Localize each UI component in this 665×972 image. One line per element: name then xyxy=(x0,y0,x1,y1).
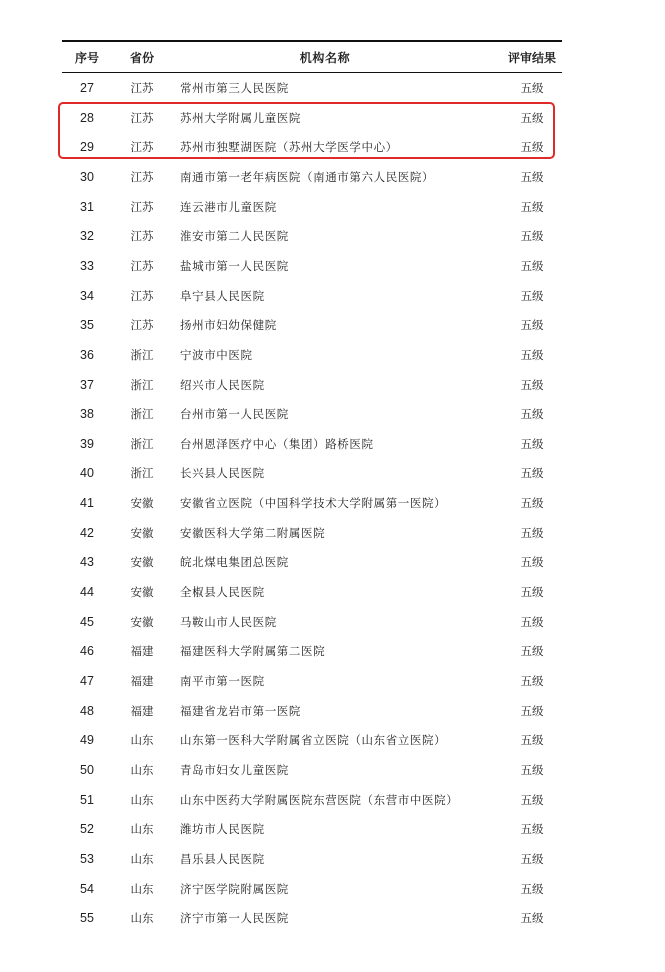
row-result: 五级 xyxy=(520,436,544,451)
row-province: 山东 xyxy=(130,733,154,748)
row-result: 五级 xyxy=(520,288,544,303)
row-no: 30 xyxy=(80,169,94,184)
row-name: 皖北煤电集团总医院 xyxy=(180,555,289,570)
table-row xyxy=(62,488,562,518)
header-result: 评审结果 xyxy=(507,50,556,65)
row-no: 51 xyxy=(80,792,94,807)
row-province: 江苏 xyxy=(130,81,154,95)
row-province: 江苏 xyxy=(130,140,154,155)
row-province: 山东 xyxy=(130,792,154,807)
row-province: 安徽 xyxy=(130,585,154,600)
row-result: 五级 xyxy=(520,614,544,629)
table-row xyxy=(62,429,562,459)
row-result: 五级 xyxy=(520,703,544,718)
row-name: 济宁医学院附属医院 xyxy=(180,881,289,896)
row-result: 五级 xyxy=(520,585,544,600)
row-province: 浙江 xyxy=(130,377,154,392)
row-result: 五级 xyxy=(520,822,544,837)
row-result: 五级 xyxy=(520,525,544,540)
row-result: 五级 xyxy=(520,347,544,362)
table-row xyxy=(62,844,562,874)
row-name: 青岛市妇女儿童医院 xyxy=(180,762,289,777)
row-result: 五级 xyxy=(520,169,544,184)
row-name: 南平市第一医院 xyxy=(180,674,265,688)
row-result: 五级 xyxy=(520,81,544,95)
row-no: 35 xyxy=(80,318,94,333)
row-province: 江苏 xyxy=(130,110,154,125)
table-row xyxy=(62,785,562,815)
row-result: 五级 xyxy=(520,407,544,422)
row-result: 五级 xyxy=(520,258,544,273)
row-no: 36 xyxy=(80,347,94,362)
row-province: 山东 xyxy=(130,851,154,866)
row-province: 浙江 xyxy=(130,407,154,422)
table-row xyxy=(62,547,562,577)
row-result: 五级 xyxy=(520,881,544,896)
row-result: 五级 xyxy=(520,377,544,392)
table-row xyxy=(62,251,562,281)
table-row xyxy=(62,310,562,340)
table-row xyxy=(62,814,562,844)
row-province: 江苏 xyxy=(130,199,154,214)
row-province: 浙江 xyxy=(130,466,154,481)
row-result: 五级 xyxy=(520,110,544,125)
table-row xyxy=(62,399,562,429)
table-row xyxy=(62,636,562,666)
table-row xyxy=(62,903,562,933)
header-name: 机构名称 xyxy=(299,50,351,65)
table-row xyxy=(62,725,562,755)
row-province: 江苏 xyxy=(130,169,154,184)
row-province: 山东 xyxy=(130,762,154,777)
row-name: 淮安市第二人民医院 xyxy=(180,229,289,244)
row-result: 五级 xyxy=(520,466,544,481)
row-no: 31 xyxy=(80,199,94,214)
row-no: 33 xyxy=(80,258,94,273)
row-no: 41 xyxy=(80,496,94,511)
row-name: 济宁市第一人民医院 xyxy=(180,911,289,926)
row-no: 53 xyxy=(80,851,94,866)
row-name: 山东中医药大学附属医院东营医院（东营市中医院） xyxy=(180,792,459,807)
table-row xyxy=(62,340,562,370)
table-header xyxy=(62,42,562,72)
row-province: 山东 xyxy=(130,881,154,896)
table-row xyxy=(62,370,562,400)
row-province: 安徽 xyxy=(130,496,154,511)
row-name: 常州市第三人民医院 xyxy=(180,81,289,95)
row-no: 54 xyxy=(80,881,94,896)
row-result: 五级 xyxy=(520,199,544,214)
row-no: 49 xyxy=(80,733,94,748)
row-name: 盐城市第一人民医院 xyxy=(180,258,289,273)
row-name: 苏州市独墅湖医院（苏州大学医学中心） xyxy=(180,140,398,155)
row-name: 台州市第一人民医院 xyxy=(180,407,289,422)
row-no: 42 xyxy=(80,525,94,540)
row-result: 五级 xyxy=(520,911,544,926)
row-no: 44 xyxy=(80,585,94,600)
table-row xyxy=(62,696,562,726)
table-row xyxy=(62,162,562,192)
row-province: 安徽 xyxy=(130,555,154,570)
row-name: 扬州市妇幼保健院 xyxy=(180,318,277,333)
row-name: 连云港市儿童医院 xyxy=(180,199,277,214)
row-name: 福建省龙岩市第一医院 xyxy=(180,703,301,718)
row-no: 28 xyxy=(80,110,94,125)
row-result: 五级 xyxy=(520,555,544,570)
row-province: 江苏 xyxy=(130,258,154,273)
table-row xyxy=(62,221,562,251)
highlight-box xyxy=(58,102,555,159)
row-name: 绍兴市人民医院 xyxy=(180,377,265,392)
row-no: 34 xyxy=(80,288,94,303)
table-row xyxy=(62,73,562,103)
table-row xyxy=(62,192,562,222)
row-province: 福建 xyxy=(130,703,154,718)
row-no: 39 xyxy=(80,436,94,451)
row-name: 全椒县人民医院 xyxy=(180,585,265,600)
header-no: 序号 xyxy=(74,50,99,65)
row-province: 山东 xyxy=(130,822,154,837)
row-province: 江苏 xyxy=(130,229,154,244)
row-result: 五级 xyxy=(520,644,544,659)
row-result: 五级 xyxy=(520,229,544,244)
row-no: 43 xyxy=(80,555,94,570)
row-name: 潍坊市人民医院 xyxy=(180,822,265,837)
row-no: 48 xyxy=(80,703,94,718)
table-row xyxy=(62,518,562,548)
table-row xyxy=(62,281,562,311)
row-result: 五级 xyxy=(520,851,544,866)
row-result: 五级 xyxy=(520,140,544,155)
row-name: 苏州大学附属儿童医院 xyxy=(180,110,301,125)
row-province: 安徽 xyxy=(130,614,154,629)
row-no: 37 xyxy=(80,377,94,392)
row-result: 五级 xyxy=(520,496,544,511)
row-province: 安徽 xyxy=(130,525,154,540)
row-result: 五级 xyxy=(520,674,544,688)
row-name: 南通市第一老年病医院（南通市第六人民医院） xyxy=(180,169,435,184)
row-no: 50 xyxy=(80,762,94,777)
table-row xyxy=(62,458,562,488)
row-name: 马鞍山市人民医院 xyxy=(180,614,277,629)
row-province: 江苏 xyxy=(130,288,154,303)
row-no: 55 xyxy=(80,911,94,926)
row-result: 五级 xyxy=(520,318,544,333)
row-province: 江苏 xyxy=(130,318,154,333)
row-province: 福建 xyxy=(130,644,154,659)
row-result: 五级 xyxy=(520,762,544,777)
row-no: 47 xyxy=(80,674,94,688)
row-no: 52 xyxy=(80,822,94,837)
row-no: 38 xyxy=(80,407,94,422)
table-row xyxy=(62,755,562,785)
table-row xyxy=(62,607,562,637)
row-no: 32 xyxy=(80,229,94,244)
row-name: 阜宁县人民医院 xyxy=(180,288,265,303)
row-no: 45 xyxy=(80,614,94,629)
row-name: 安徽医科大学第二附属医院 xyxy=(180,525,326,540)
table-row xyxy=(62,577,562,607)
header-province: 省份 xyxy=(129,50,154,65)
row-province: 福建 xyxy=(130,674,154,688)
row-province: 浙江 xyxy=(130,436,154,451)
row-province: 浙江 xyxy=(130,347,154,362)
row-result: 五级 xyxy=(520,733,544,748)
row-name: 昌乐县人民医院 xyxy=(180,851,265,866)
row-name: 山东第一医科大学附属省立医院（山东省立医院） xyxy=(180,733,447,748)
row-no: 29 xyxy=(80,140,94,155)
row-name: 福建医科大学附属第二医院 xyxy=(180,644,326,659)
row-province: 山东 xyxy=(130,911,154,926)
row-no: 40 xyxy=(80,466,94,481)
row-name: 安徽省立医院（中国科学技术大学附属第一医院） xyxy=(180,496,447,511)
table-row xyxy=(62,666,562,696)
row-name: 宁波市中医院 xyxy=(180,347,253,362)
row-no: 27 xyxy=(80,81,94,95)
row-result: 五级 xyxy=(520,792,544,807)
table-row xyxy=(62,874,562,904)
row-no: 46 xyxy=(80,644,94,659)
row-name: 长兴县人民医院 xyxy=(180,466,265,481)
row-name: 台州恩泽医疗中心（集团）路桥医院 xyxy=(180,436,374,451)
